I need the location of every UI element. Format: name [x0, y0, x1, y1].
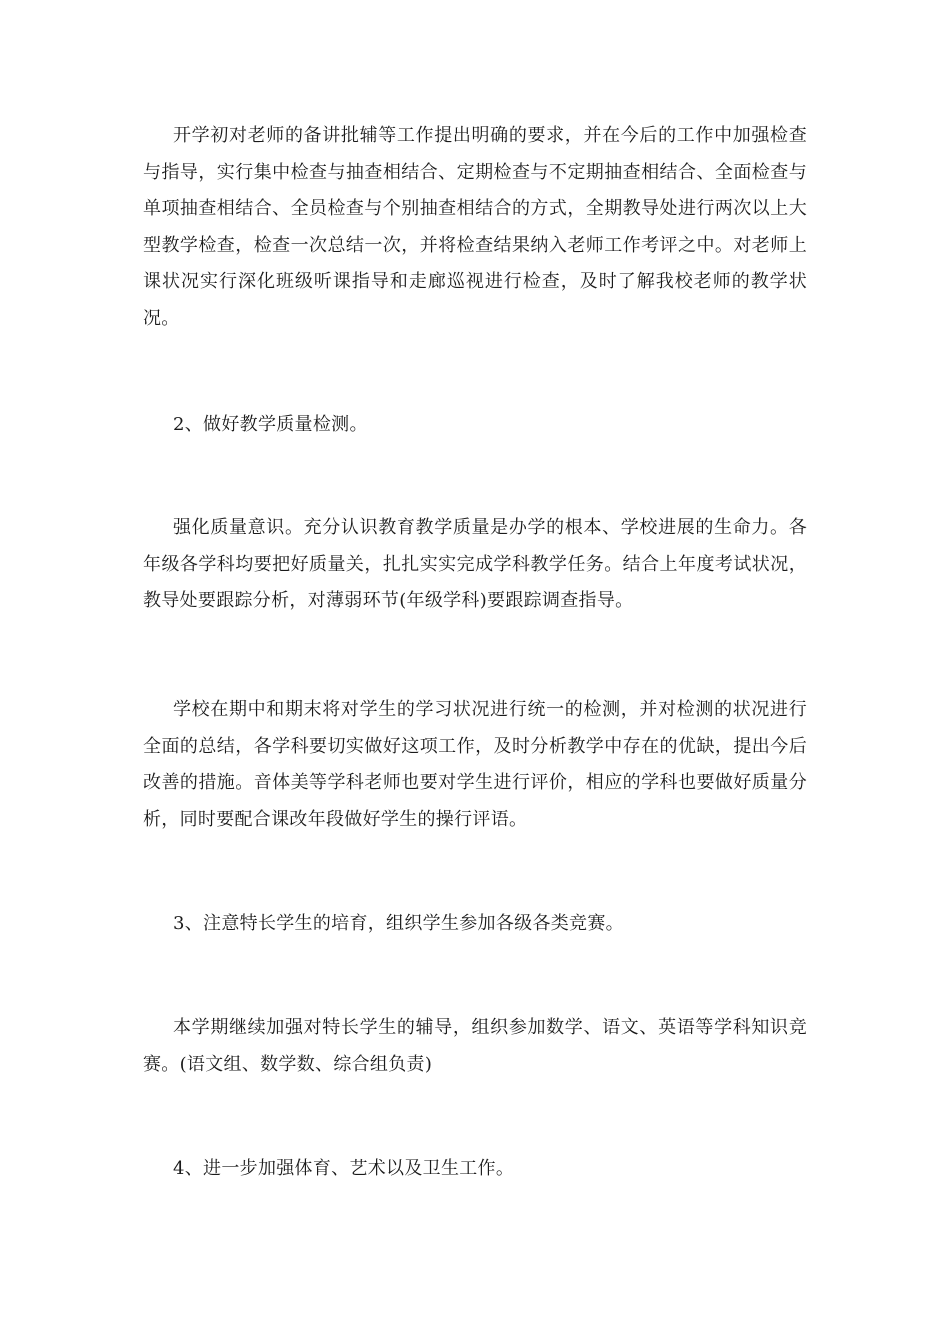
- paragraph-quality-awareness: 强化质量意识。充分认识教育教学质量是办学的根本、学校进展的生命力。各年级各学科均要把好质量关，扎扎实实完成学科教学任务。结合上年度考试状况，教导处要跟踪分析，对薄弱环节(年级学科)要跟踪调查指导。: [143, 517, 807, 612]
- paragraph-teacher-inspection: 开学初对老师的备讲批辅等工作提出明确的要求，并在今后的工作中加强检查与指导，实行集中检查与抽查相结合、定期检查与不定期抽查相结合、全面检查与单项抽查相结合、全员检查与个别抽查相结合的方式，全期教导处进行两次以上大型教学检查，检查一次总结一次，并将检查结果纳入老师工作考评之中。对老师上课状况实行深化班级听课指导和走廊巡视进行检查，及时了解我校老师的教学状况。: [143, 125, 807, 329]
- paragraph-competitions: 本学期继续加强对特长学生的辅导，组织参加数学、语文、英语等学科知识竞赛。(语文组、数学数、综合组负责): [143, 1017, 807, 1075]
- heading-quality-testing: 2、做好教学质量检测。: [173, 414, 368, 435]
- paragraph-midterm-final-testing: 学校在期中和期末将对学生的学习状况进行统一的检测，并对检测的状况进行全面的总结，各学科要切实做好这项工作，及时分析教学中存在的优缺，提出今后改善的措施。音体美等学科老师也要对学生进行评价，相应的学科也要做好质量分析，同时要配合课改年段做好学生的操行评语。: [143, 699, 807, 830]
- heading-sports-arts-hygiene: 4、进一步加强体育、艺术以及卫生工作。: [173, 1158, 515, 1179]
- heading-talented-students: 3、注意特长学生的培育，组织学生参加各级各类竞赛。: [173, 913, 624, 934]
